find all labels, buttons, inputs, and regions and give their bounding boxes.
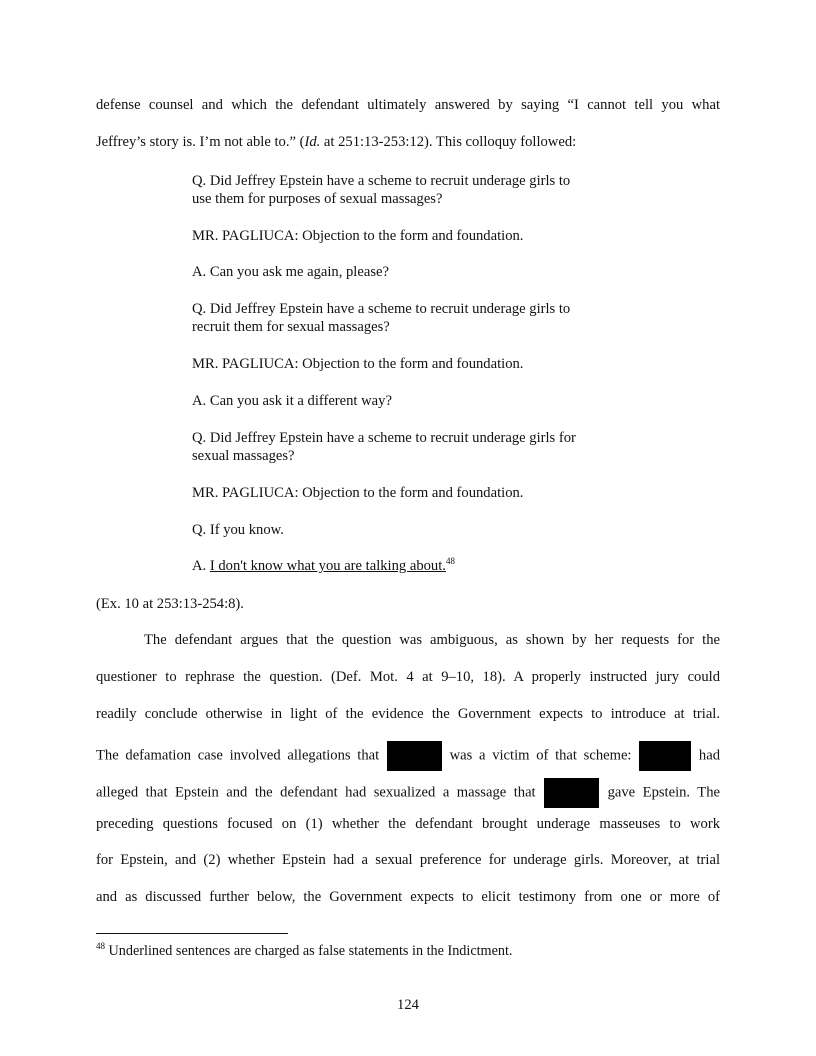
body-line [96, 741, 720, 771]
body-line: for Epstein, and (2) whether Epstein had a sexual preference for underage girls. Moreover, at trial [96, 852, 720, 868]
citation: (Ex. 10 at 253:13-254:8). [96, 596, 244, 612]
text: A. [192, 558, 210, 574]
transcript-answer: A. Can you ask it a different way? [192, 393, 392, 409]
text: was a victim of that scheme: [449, 747, 632, 764]
footnote-text: Underlined sentences are charged as false statements in the Indictment. [105, 943, 513, 959]
footnote-number: 48 [96, 941, 105, 951]
body-line: readily conclude otherwise in light of the evidence the Government expects to introduce at trial. [96, 706, 720, 722]
text: gave Epstein. The [607, 784, 720, 801]
body-line [96, 133, 576, 151]
id-citation: Id. [304, 134, 321, 150]
text: alleged that Epstein and the defendant had sexualized a massage that [96, 784, 536, 801]
transcript-objection: MR. PAGLIUCA: Objection to the form and foundation. [192, 356, 524, 372]
body-line: The defendant argues that the question was ambiguous, as shown by her requests for the [144, 632, 720, 648]
transcript-objection: MR. PAGLIUCA: Objection to the form and foundation. [192, 228, 524, 244]
text: had [698, 747, 720, 764]
transcript-question: Q. Did Jeffrey Epstein have a scheme to recruit underage girls for [192, 430, 576, 446]
footnote [96, 942, 512, 961]
footnote-divider [96, 933, 288, 934]
redaction-block [387, 741, 442, 771]
text: Jeffrey’s story is. I’m not able to.” ( [96, 134, 305, 150]
body-line: questioner to rephrase the question. (Def. Mot. 4 at 9–10, 18). A properly instructed jury could [96, 669, 720, 685]
body-line: defense counsel and which the defendant ultimately answered by saying “I cannot tell you what [96, 97, 720, 113]
page-number: 124 [397, 997, 419, 1013]
transcript-question: Q. Did Jeffrey Epstein have a scheme to recruit underage girls to [192, 173, 571, 189]
transcript-answer [192, 557, 455, 576]
body-line: and as discussed further below, the Government expects to elicit testimony from one or more of [96, 889, 720, 905]
footnote-ref: 48 [445, 556, 455, 566]
transcript-question: Q. If you know. [192, 522, 284, 538]
transcript-question: Q. Did Jeffrey Epstein have a scheme to recruit underage girls to [192, 301, 571, 317]
transcript-question: sexual massages? [192, 448, 295, 464]
text: The defamation case involved allegations that [96, 747, 380, 764]
body-line [96, 778, 720, 808]
transcript-question: use them for purposes of sexual massages? [192, 191, 443, 207]
redaction-block [544, 778, 599, 808]
transcript-answer: A. Can you ask me again, please? [192, 264, 389, 280]
redaction-block [639, 741, 691, 771]
transcript-objection: MR. PAGLIUCA: Objection to the form and foundation. [192, 485, 524, 501]
transcript-question: recruit them for sexual massages? [192, 319, 390, 335]
body-line: preceding questions focused on (1) whether the defendant brought underage masseuses to work [96, 816, 720, 832]
text: at 251:13-253:12). This colloquy followed: [320, 134, 577, 150]
underlined-false-statement: I don't know what you are talking about. [209, 558, 446, 574]
